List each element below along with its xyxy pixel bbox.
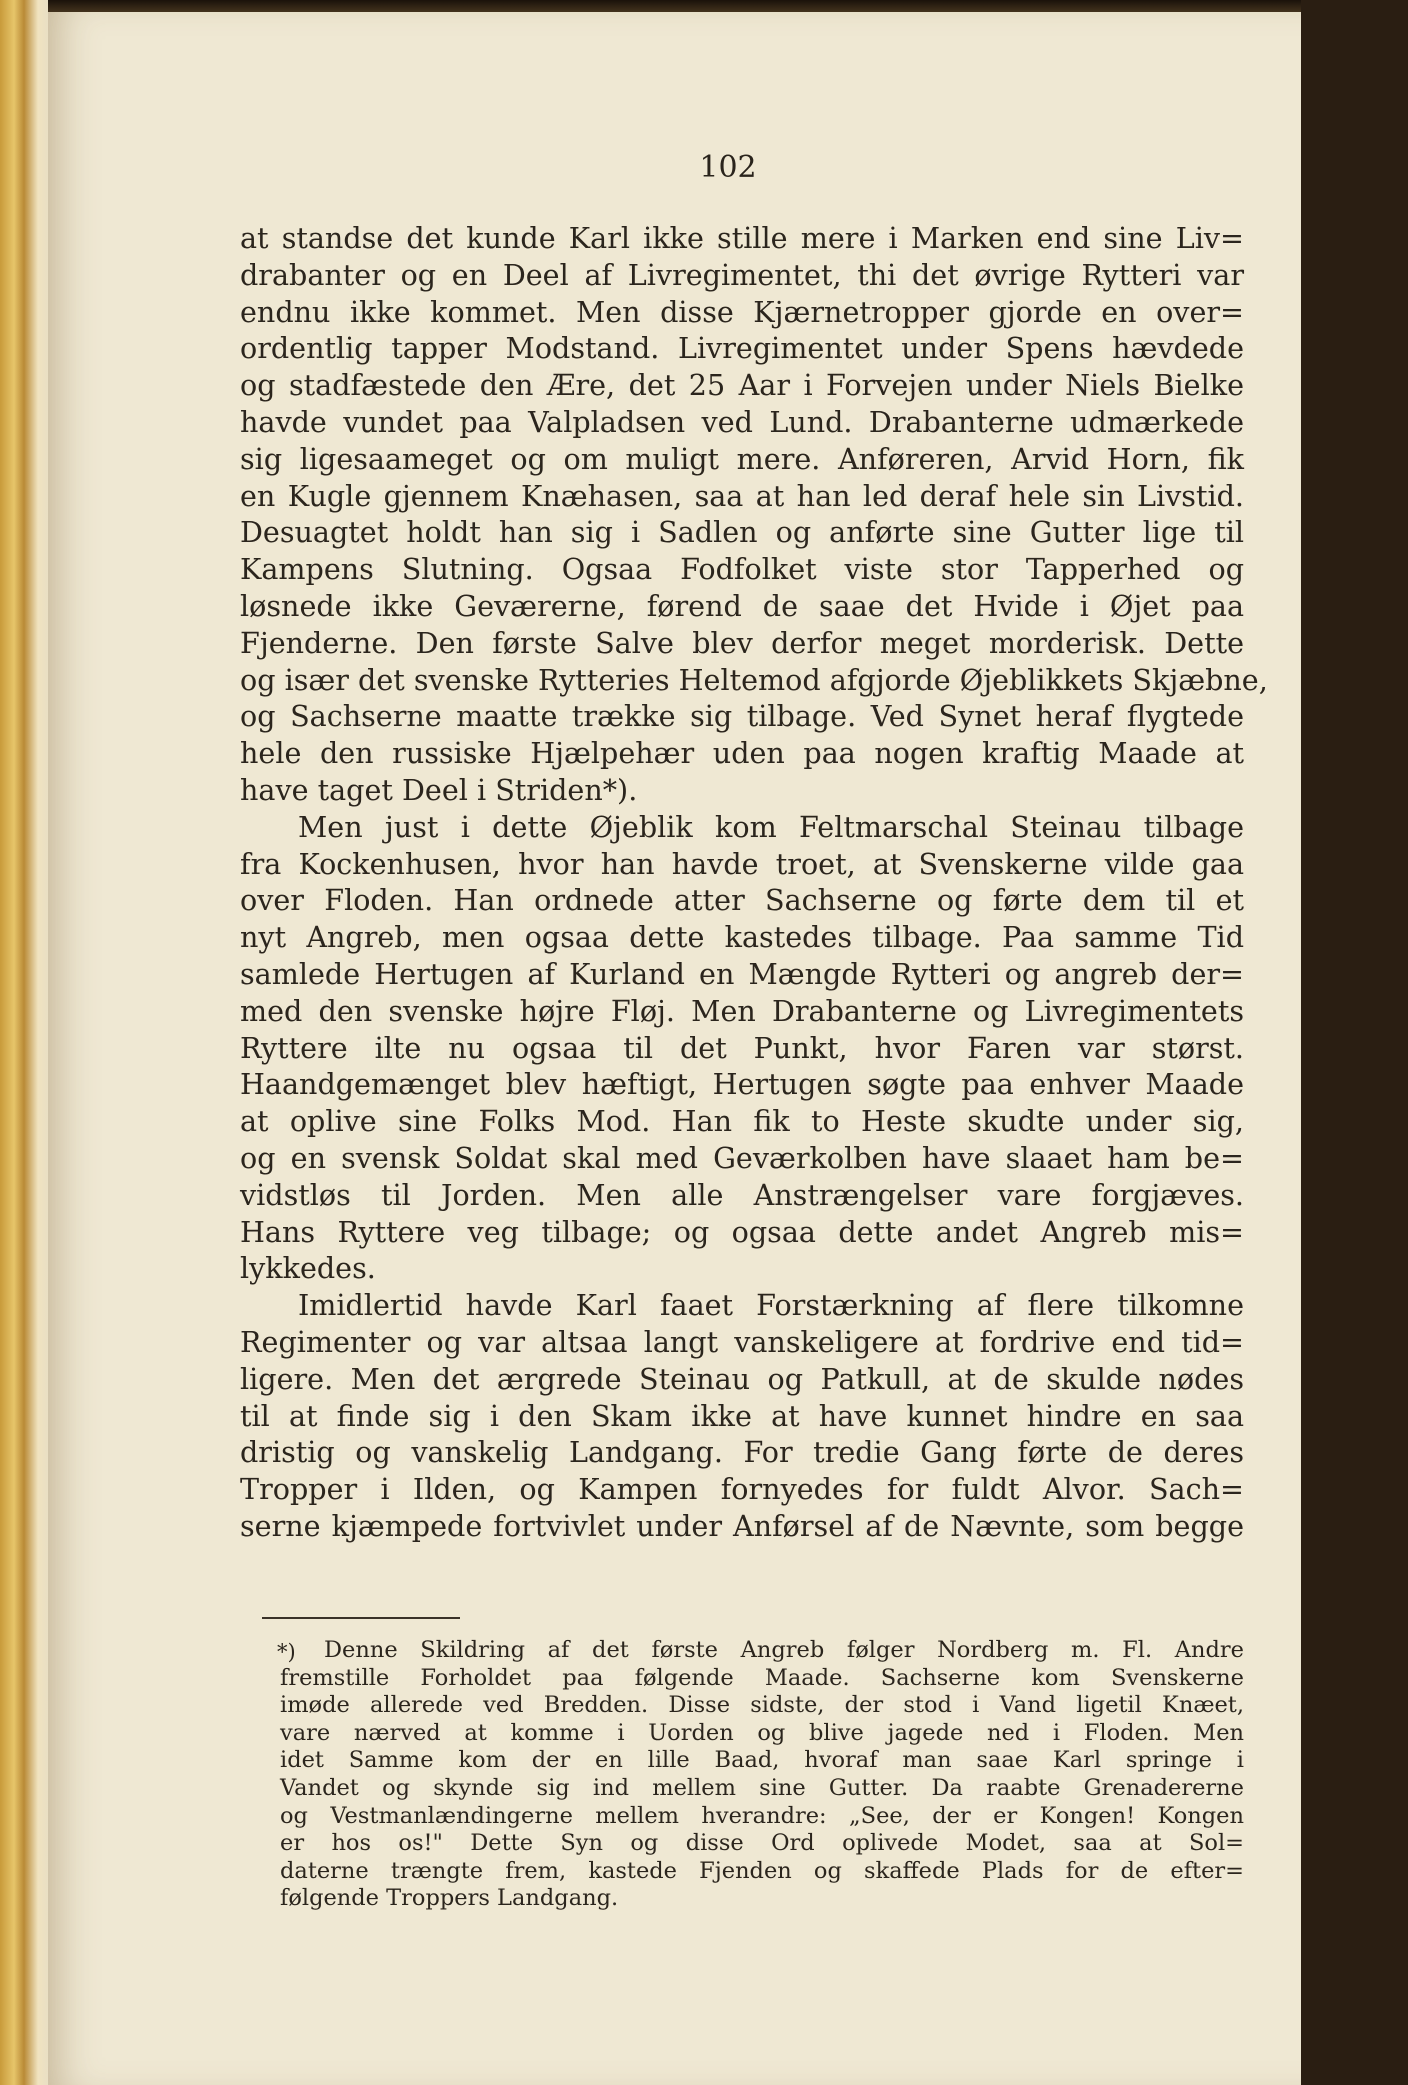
text-line: have taget Deel i Striden*).: [240, 772, 638, 807]
text-line: over Floden. Han ordnede atter Sachserne og førte dem til et: [240, 883, 1244, 918]
footnote-line: daterne trængte frem, kastede Fjenden og skaffede Plads for de efter=: [280, 1857, 1244, 1884]
page-number: 102: [699, 150, 757, 185]
text-line: vidstløs til Jorden. Men alle Anstrængelser vare forgjæves.: [240, 1177, 1244, 1212]
text-line: lykkedes.: [240, 1251, 376, 1286]
text-line: serne kjæmpede fortvivlet under Anførsel af de Nævnte, som begge: [240, 1508, 1244, 1543]
text-line: Tropper i Ilden, og Kampen fornyedes for fuldt Alvor. Sach=: [240, 1472, 1244, 1507]
footnote-line: idet Samme kom der en lille Baad, hvoraf man saae Karl springe i: [280, 1747, 1244, 1774]
text-line: Men just i dette Øjeblik kom Feltmarschal Steinau tilbage: [298, 809, 1244, 844]
footnote-marker: *): [277, 1640, 296, 1664]
text-line: en Kugle gjennem Knæhasen, saa at han led deraf hele sin Livstid.: [240, 478, 1244, 513]
text-line: løsnede ikke Geværerne, førend de saae det Hvide i Øjet paa: [240, 588, 1244, 623]
text-line: havde vundet paa Valpladsen ved Lund. Drabanterne udmærkede: [240, 404, 1244, 439]
footnote-line: er hos os!" Dette Syn og disse Ord oplivede Modet, saa at Sol=: [280, 1830, 1244, 1857]
text-line: samlede Hertugen af Kurland en Mængde Rytteri og angreb der=: [240, 956, 1244, 991]
text-line: ligere. Men det ærgrede Steinau og Patkull, at de skulde nødes: [240, 1361, 1244, 1396]
text-line: Fjenderne. Den første Salve blev derfor meget morderisk. Dette: [240, 625, 1244, 660]
text-line: at standse det kunde Karl ikke stille mere i Marken end sine Liv=: [240, 221, 1244, 255]
text-line: Imidlertid havde Karl faaet Forstærkning af flere tilkomne: [298, 1288, 1244, 1323]
text-line: endnu ikke kommet. Men disse Kjærnetropper gjorde en over=: [240, 294, 1244, 329]
text-line: med den svenske højre Fløj. Men Drabanterne og Livregimentets: [240, 993, 1244, 1028]
text-line: til at finde sig i den Skam ikke at have kunnet hindre en saa: [240, 1398, 1244, 1433]
text-line: Ryttere ilte nu ogsaa til det Punkt, hvor Faren var størst.: [240, 1030, 1244, 1065]
text-line: drabanter og en Deel af Livregimentet, thi det øvrige Rytteri var: [240, 257, 1244, 292]
text-line: og en svensk Soldat skal med Geværkolben have slaaet ham be=: [240, 1140, 1244, 1175]
footnote-line: imøde allerede ved Bredden. Disse sidste, der stod i Vand ligetil Knæet,: [280, 1692, 1244, 1719]
text-line: og Sachserne maatte trække sig tilbage. Ved Synet heraf flygtede: [240, 699, 1244, 734]
footnote: [277, 1637, 1244, 1913]
text-line: og stadfæstede den Ære, det 25 Aar i Forvejen under Niels Bielke: [240, 368, 1244, 403]
text-line: fra Kockenhusen, hvor han havde troet, at Svenskerne vilde gaa: [240, 846, 1244, 881]
book-spine: [0, 0, 48, 2085]
text-line: sig ligesaameget og om muligt mere. Anføreren, Arvid Horn, fik: [240, 441, 1244, 476]
text-line: dristig og vanskelig Landgang. For tredie Gang førte de deres: [240, 1435, 1244, 1470]
footnote-divider: [262, 1617, 460, 1619]
text-line: Hans Ryttere veg tilbage; og ogsaa dette andet Angreb mis=: [240, 1214, 1244, 1249]
footnote-line: vare nærved at komme i Uorden og blive jagede ned i Floden. Men: [280, 1719, 1244, 1746]
footnote-line: og Vestmanlændingerne mellem hverandre: „See, der er Kongen! Kongen: [280, 1802, 1244, 1829]
text-line: at oplive sine Folks Mod. Han fik to Heste skudte under sig,: [240, 1104, 1244, 1139]
footnote-line: fremstille Forholdet paa følgende Maade. Sachserne kom Svenskerne: [280, 1664, 1244, 1691]
body-text: [240, 220, 1268, 1545]
text-line: og især det svenske Rytteries Heltemod afgjorde Øjeblikkets Skjæbne,: [240, 662, 1268, 697]
footnote-line: Vandet og skynde sig ind mellem sine Gutter. Da raabte Grenadererne: [280, 1774, 1244, 1801]
text-line: ordentlig tapper Modstand. Livregimentet under Spens hævdede: [240, 331, 1244, 366]
text-line: Regimenter og var altsaa langt vanskeligere at fordrive end tid=: [240, 1324, 1244, 1359]
text-line: nyt Angreb, men ogsaa dette kastedes tilbage. Paa samme Tid: [240, 920, 1244, 955]
text-line: Haandgemænget blev hæftigt, Hertugen søgte paa enhver Maade: [240, 1067, 1244, 1102]
text-line: hele den russiske Hjælpehær uden paa nogen kraftig Maade at: [240, 736, 1244, 771]
footnote-line-text: Denne Skildring af det første Angreb følger Nordberg m. Fl. Andre: [324, 1637, 1244, 1663]
footnote-line: følgende Troppers Landgang.: [280, 1885, 619, 1912]
text-line: Desuagtet holdt han sig i Sadlen og anførte sine Gutter lige til: [240, 515, 1244, 550]
text-line: Kampens Slutning. Ogsaa Fodfolket viste stor Tapperhed og: [240, 552, 1244, 587]
footnote-line: [277, 1637, 1244, 1665]
